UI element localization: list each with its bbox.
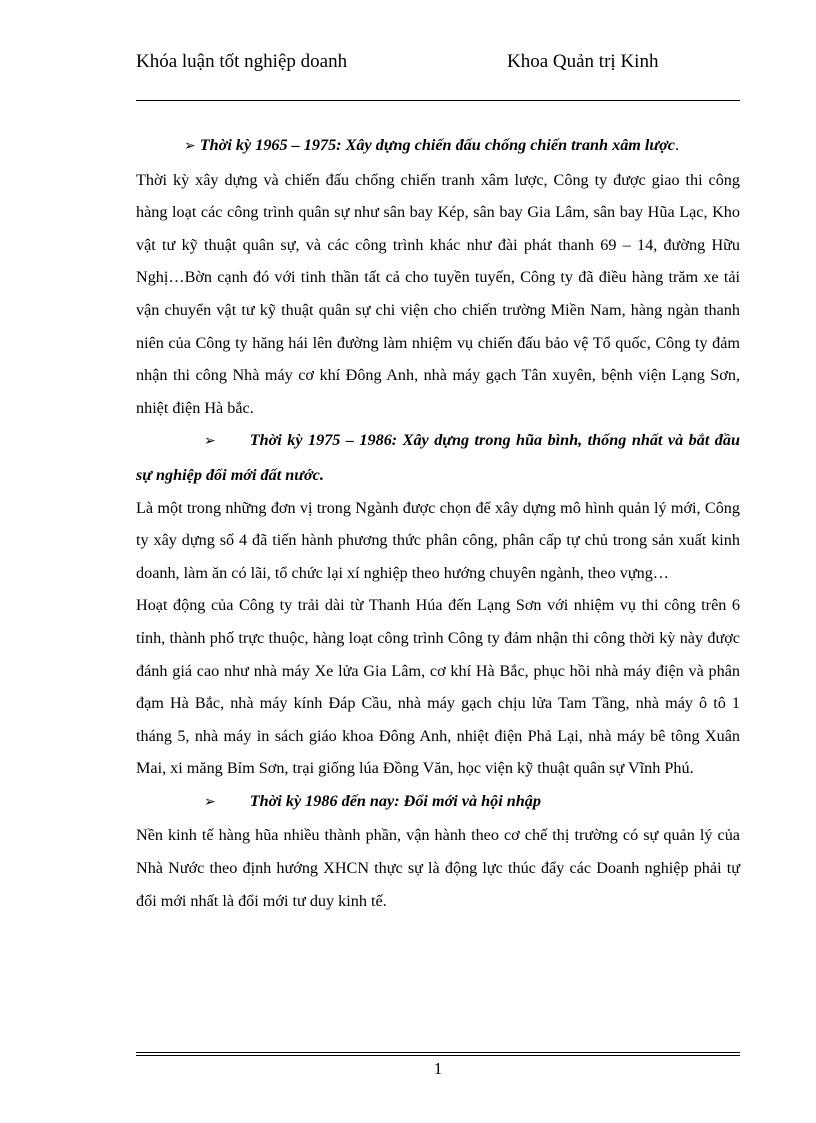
section-heading-1965-1975 [136,129,740,164]
page-header [136,50,740,101]
arrowhead-bullet-icon: ➢ [204,434,216,450]
section-heading-text: Thời kỳ 1965 – 1975: Xây dựng chiến đấu chống chiến tranh xâm lược [199,136,675,154]
section-heading-suffix: . [675,136,680,154]
header-right-text: Khoa Quản trị Kinh [507,51,659,72]
body-content [136,129,740,917]
page-number: 1 [433,1059,443,1078]
paragraph: Thời kỳ xây dựng và chiến đấu chống chiến tranh xâm lược, Công ty được giao thi công hàng loạt các công trình quân sự như sân bay Kép, sân bay Gia Lâm, sân bay Hũa Lạc, Kho vật tư kỹ thuật quân sự, và các công trình khác như đài phát thanh 69 – 14, đường Hữu Nghị…Bờn cạnh đó với tinh thần tất cả cho tuyền tuyến, Công ty đã điều hàng trăm xe tải vận chuyển vật tư kỹ thuật quân sự chi viện cho chiến trường Miền Nam, hàng ngàn thanh niên của Công ty hăng hái lên đường làm nhiệm vụ chiến đấu bảo vệ Tổ quốc, Công ty đảm nhận thi công Nhà máy cơ khí Đông Anh, nhà máy gạch Tân xuyên, bệnh viện Lạng Sơn, nhiệt điện Hà bắc. [136,170,740,417]
footer-divider-top [136,1052,740,1053]
arrowhead-bullet-icon: ➢ [204,794,216,810]
arrowhead-bullet-icon: ➢ [184,139,196,154]
paragraph: Hoạt động của Công ty trải dài từ Thanh Húa đến Lạng Sơn với nhiệm vụ thi công trên 6 tỉnh, thành phố trực thuộc, hàng loạt công trình Công ty đảm nhận thi công thời kỳ này được đánh giá cao như nhà máy Xe lửa Gia Lâm, cơ khí Hà Bắc, phục hồi nhà máy điện và phân đạm Hà Bắc, nhà máy kính Đáp Cầu, nhà máy gạch chịu lửa Tam Tầng, nhà máy ô tô 1 tháng 5, nhà máy in sách giáo khoa Đông Anh, nhiệt điện Phả Lại, nhà máy bê tông Xuân Mai, xi măng Bỉm Sơn, trại giống lúa Đồng Văn, học viện kỹ thuật quân sự Vĩnh Phú. [136,596,740,778]
footer-divider-bottom [136,1055,740,1056]
paragraph: Nền kinh tế hàng hũa nhiều thành phần, vận hành theo cơ chế thị trường có sự quản lý của Nhà Nước theo định hướng XHCN thực sự là động lực thúc đẩy các Doanh nghiệp phải tự đổi mới nhất là đổi mới tư duy kinh tế. [136,826,740,910]
section-heading-1986-present [136,785,740,820]
section-heading-text: Thời kỳ 1975 – 1986: Xây dựng trong hũa bình, thống nhất và bắt đầu sự nghiệp đổi mới đất nước. [136,431,740,484]
header-left-text: Khóa luận tốt nghiệp doanh [136,51,348,72]
section-heading-1975-1986 [136,424,740,491]
section-heading-text: Thời kỳ 1986 đến nay: Đổi mới và hội nhập [249,791,541,810]
paragraph: Là một trong những đơn vị trong Ngành được chọn để xây dựng mô hình quản lý mới, Công ty xây dựng số 4 đã tiến hành phương thức phân công, phân cấp tự chủ trong sản xuất kinh doanh, làm ăn có lãi, tổ chức lại xí nghiệp theo hướng chuyên ngành, theo vựng… [136,498,740,582]
